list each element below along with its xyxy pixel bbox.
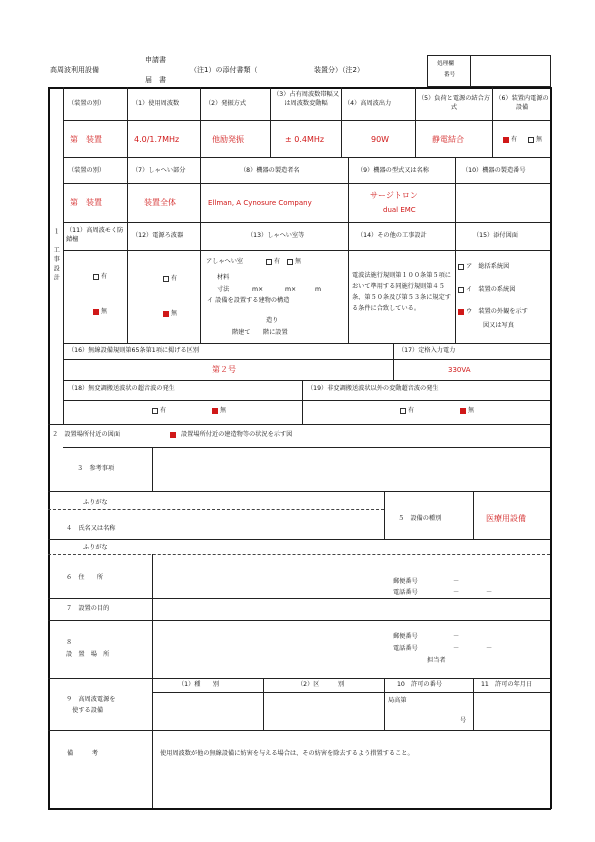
section8-postal: 郵便番号 bbox=[393, 633, 418, 640]
section8-label: 設 置 場 所 bbox=[66, 651, 110, 658]
r5-no2-label: 無 bbox=[468, 407, 475, 414]
r3-att-c2-label: 図又は写真 bbox=[483, 322, 514, 329]
r3-room-size-m1: m× bbox=[252, 286, 264, 293]
section8-phone-dash-1: － bbox=[453, 645, 460, 652]
section8-label-num: ８ bbox=[66, 639, 73, 646]
r2-model-2: dual EMC bbox=[383, 206, 416, 214]
section9-office: 局高第 bbox=[388, 697, 407, 704]
r3-room-material: 材料 bbox=[217, 274, 230, 281]
r1-inner-no-label: 無 bbox=[536, 136, 543, 143]
r3-h-room: （13）しゃへい室等 bbox=[247, 232, 305, 239]
r3-filter-no-checkbox[interactable] bbox=[163, 311, 169, 317]
section2-label: ２ 設置場所付近の図面 bbox=[52, 431, 121, 438]
r2-h-device: （装置の別） bbox=[68, 167, 106, 174]
r1-h-band: （3）占有周波数帯幅又は周波数変動幅 bbox=[273, 91, 339, 107]
r1-coupling: 静電結合 bbox=[432, 135, 464, 144]
r3-h-rust: （11）高周波モく防錆檀 bbox=[66, 227, 124, 243]
section9-col-class: （2）区 別 bbox=[297, 681, 345, 688]
r3-room-a: アしゃへい室 bbox=[206, 258, 244, 265]
r3-room-size-m3: m bbox=[315, 286, 322, 293]
r5-h-ultra: （18）無変調搬送波状の超音波の発生 bbox=[68, 385, 175, 392]
r3-rust-no-checkbox[interactable] bbox=[93, 309, 99, 315]
r1-band: ± 0.4MHz bbox=[285, 135, 325, 144]
r2-maker: Ellman, A Cynosure Company bbox=[208, 199, 312, 207]
r3-rust-yes-label: 有 bbox=[101, 273, 108, 280]
r3-att-c-label: ウ 装置の外観を示す bbox=[466, 308, 528, 315]
section9-col-date: 11 許可の年月日 bbox=[481, 681, 533, 688]
r3-room-floor-2: 階建て 階に設置 bbox=[232, 329, 288, 336]
r3-h-filter: （12）電源ろ波器 bbox=[132, 232, 184, 239]
header-prefix: 高周波利用設備 bbox=[50, 66, 99, 74]
r5-yes-checkbox[interactable] bbox=[152, 408, 158, 414]
section9-go: 号 bbox=[460, 717, 467, 724]
r4-h-class: （16）無線設備規則第65条第1項に掲げる区別 bbox=[68, 347, 200, 354]
r2-device: 第 装置 bbox=[70, 198, 102, 207]
r3-room-floor: 造り bbox=[266, 317, 279, 324]
r3-room-size-m2: m× bbox=[285, 286, 297, 293]
section6-phone: 電話番号 bbox=[393, 589, 418, 596]
section5-value: 医療用設備 bbox=[486, 514, 526, 523]
section6-postal: 郵便番号 bbox=[393, 578, 418, 585]
section2-text: 設置場所付近の建造物等の状況を示す図 bbox=[181, 431, 293, 438]
section5-label: ５ 設備の種別 bbox=[398, 515, 442, 522]
r2-h-shield: （7）しゃへい部分 bbox=[132, 167, 186, 174]
section6-furigana: ふりがな bbox=[83, 544, 108, 551]
r1-inner-no-checkbox[interactable] bbox=[528, 137, 534, 143]
section9-label-2: 使する設備 bbox=[66, 707, 104, 714]
r1-freq: 4.0/1.7MHz bbox=[134, 135, 180, 144]
r5-no-label: 無 bbox=[220, 407, 227, 414]
section9-col-kind: （1）種 別 bbox=[178, 681, 220, 688]
r1-h-inner: （6）装置内電源の設備 bbox=[495, 95, 549, 111]
r1-device: 第 装置 bbox=[70, 135, 102, 144]
office-box bbox=[427, 55, 551, 87]
r1-inner-yes-checkbox[interactable] bbox=[503, 137, 509, 143]
r3-room-no-checkbox[interactable] bbox=[287, 259, 293, 265]
header-notification: 届 書 bbox=[145, 76, 166, 84]
r5-h-nonmod: （19）非変調搬送波状以外の変動超音波の発生 bbox=[307, 385, 439, 392]
r1-h-osc: （2）発振方式 bbox=[205, 100, 247, 107]
r3-att-c-checkbox[interactable] bbox=[458, 309, 464, 315]
r5-yes2-checkbox[interactable] bbox=[400, 408, 406, 414]
office-label-1: 処理欄 bbox=[437, 61, 454, 67]
header-application: 申請書 bbox=[145, 56, 166, 64]
r4-rated: 330VA bbox=[448, 366, 471, 374]
header-suffix: 装置分）（注2） bbox=[314, 66, 364, 74]
r1-h-device: （装置の別） bbox=[68, 100, 106, 107]
r3-att-a-label: ア 総括系統図 bbox=[466, 263, 510, 270]
r3-room-yes-label: 有 bbox=[274, 258, 281, 265]
r3-h-attach: （15）添付図面 bbox=[473, 232, 518, 239]
r2-h-model: （9）機器の型式又は名称 bbox=[357, 167, 429, 174]
remarks-label: 備 考 bbox=[67, 750, 98, 757]
section8-person: 担当者 bbox=[427, 657, 446, 664]
r1-h-freq: （1）使用周波数 bbox=[132, 100, 180, 107]
section1-side-label: １ 工事設計 bbox=[52, 228, 60, 284]
section6-phone-dash-2: － bbox=[486, 589, 493, 596]
r5-no2-checkbox[interactable] bbox=[460, 408, 466, 414]
remarks-text: 使用周波数が他の無線設備に妨害を与える場合は、その妨害を除去するよう措置すること。 bbox=[160, 750, 414, 757]
r3-att-b-label: イ 装置の系統図 bbox=[466, 286, 516, 293]
section8-phone: 電話番号 bbox=[393, 645, 418, 652]
section8-postal-dash: － bbox=[453, 633, 460, 640]
r3-filter-no-label: 無 bbox=[171, 310, 178, 317]
r3-room-bldg: イ 設備を設置する建物の構造 bbox=[207, 297, 290, 304]
r3-filter-yes-label: 有 bbox=[171, 275, 178, 282]
section6-label: ６ 住 所 bbox=[66, 574, 104, 581]
r5-yes-label: 有 bbox=[160, 407, 167, 414]
r4-h-rated: （17）定格入力電力 bbox=[398, 347, 456, 354]
r3-other-text: 電波法施行規則第１００条第５項において準用する同施行規則第４５条、第５０条及び第５３条に規定する条件に合致している。 bbox=[352, 272, 451, 312]
section4-furigana: ふりがな bbox=[83, 499, 108, 506]
r1-h-power: （4）高周波出力 bbox=[344, 100, 392, 107]
r1-h-coupling: （5）負荷と電源の結合方式 bbox=[418, 95, 490, 111]
section9-col-number: 10 許可の番号 bbox=[397, 681, 442, 688]
r5-no-checkbox[interactable] bbox=[212, 408, 218, 414]
r1-inner-yes-label: 有 bbox=[511, 136, 518, 143]
section7-label: ７ 設置の目的 bbox=[66, 605, 110, 612]
r2-shield: 装置全体 bbox=[144, 198, 176, 207]
r1-osc: 他励発振 bbox=[212, 135, 244, 144]
r3-att-b-checkbox[interactable] bbox=[458, 287, 464, 293]
r3-room-yes-checkbox[interactable] bbox=[266, 259, 272, 265]
r3-room-no-label: 無 bbox=[295, 258, 302, 265]
office-label-2: 番号 bbox=[444, 72, 456, 78]
r3-room-size-label: 寸法 bbox=[217, 286, 230, 293]
section3-label: ３ 参考事項 bbox=[77, 465, 115, 472]
section4-label: ４ 氏名又は名称 bbox=[66, 525, 116, 532]
r2-h-maker: （8）機器の製造者名 bbox=[240, 167, 300, 174]
r1-power: 90W bbox=[371, 135, 390, 144]
section2-checkbox[interactable] bbox=[170, 432, 176, 438]
r4-class: 第２号 bbox=[212, 365, 236, 374]
r3-h-other: （14）その他の工事設計 bbox=[357, 232, 427, 239]
r3-rust-no-label: 無 bbox=[101, 308, 108, 315]
r2-h-serial: （10）機器の製造番号 bbox=[462, 167, 526, 174]
section8-phone-dash-2: － bbox=[486, 645, 493, 652]
r3-filter-yes-checkbox[interactable] bbox=[163, 276, 169, 282]
r3-att-a-checkbox[interactable] bbox=[458, 264, 464, 270]
section6-postal-dash: － bbox=[453, 578, 460, 585]
header-middle: （注1）の添付書類（ bbox=[190, 66, 258, 74]
section6-phone-dash-1: － bbox=[453, 589, 460, 596]
r2-model-1: サージトロン bbox=[370, 191, 418, 200]
section9-label-1: ９ 高周波電源を bbox=[66, 696, 116, 703]
r5-yes2-label: 有 bbox=[408, 407, 415, 414]
r3-rust-yes-checkbox[interactable] bbox=[93, 274, 99, 280]
